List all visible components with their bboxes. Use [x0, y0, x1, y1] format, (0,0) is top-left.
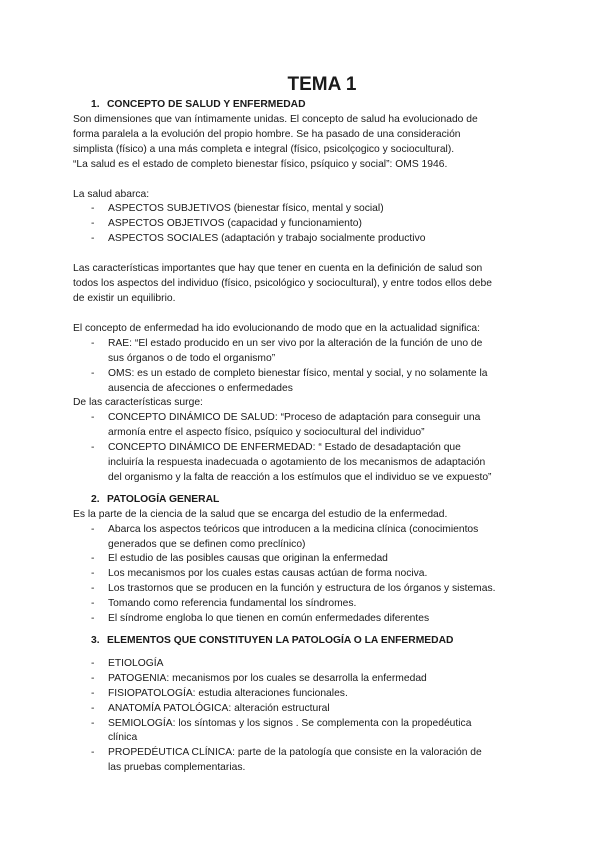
paragraph-line: Son dimensiones que van íntimamente unidas. El concepto de salud ha evolucionado de — [73, 113, 478, 125]
list-item-line: las pruebas complementarias. — [108, 762, 246, 774]
surge-label: De las características surge: — [73, 397, 203, 409]
list-item: - ANATOMÍA PATOLÓGICA: alteración estructural — [73, 702, 525, 717]
section-number: 2. — [91, 493, 100, 505]
list-item — [73, 337, 525, 367]
enfermedad-list — [73, 337, 525, 397]
list-item: - El estudio de las posibles causas que originan la enfermedad — [73, 552, 525, 567]
paragraph-line: simplista (físico) a una más completa e integral (físico, psicolçogico y sociocultural). — [73, 143, 455, 155]
section-title: PATOLOGÍA GENERAL — [107, 493, 220, 505]
list-item — [73, 717, 525, 747]
list-item-line: - RAE: “El estado producido en un ser vivo por la alteración de la función de uno de — [108, 337, 483, 349]
list-item-line: incluiría la respuesta inadecuada o agotamiento de los mecanismos de adaptación — [108, 457, 486, 469]
list-item — [73, 411, 525, 441]
list-item-line: - SEMIOLOGÍA: los síntomas y los signos . Se complementa con la propedéutica — [108, 717, 472, 729]
list-item: - FISIOPATOLOGÍA: estudia alteraciones funcionales. — [73, 687, 525, 702]
list-item — [73, 367, 525, 397]
paragraph-line: todos los aspectos del individuo (físico, psicológico y sociocultural), y entre todos ellos debe — [73, 278, 492, 290]
who-definition-quote: “La salud es el estado de completo bienestar físico, psíquico y social”: OMS 1946. — [73, 158, 448, 170]
section-title: ELEMENTOS QUE CONSTITUYEN LA PATOLOGÍA O LA ENFERMEDAD — [107, 635, 454, 646]
list-item-line: - OMS: es un estado de completo bienestar físico, mental y social, y no solamente la — [108, 367, 488, 379]
list-item — [73, 523, 525, 553]
list-item-line: del organismo y la falta de reacción a los estímulos que el individuo se ve expuesto” — [108, 471, 492, 483]
document-page — [73, 74, 525, 776]
list-item-line: - CONCEPTO DINÁMICO DE SALUD: “Proceso de adaptación para conseguir una — [108, 412, 481, 424]
list-item-line: sus órganos o de todo el organismo” — [108, 352, 276, 364]
list-item-line: generados que se definen como preclínico) — [108, 538, 306, 550]
section-1-heading — [73, 98, 525, 113]
paragraph-line: Las características importantes que hay que tener en cuenta en la definición de salud son — [73, 263, 483, 275]
paragraph-line: forma paralela a la evolución del propio hombre. Se ha pasado de una consideración — [73, 128, 461, 140]
list-item-line: ausencia de afecciones o enfermedades — [108, 382, 293, 394]
abarca-label: La salud abarca: — [73, 188, 150, 200]
paragraph-line: de existir un equilibrio. — [73, 292, 176, 304]
list-item-line: - PROPEDÉUTICA CLÍNICA: parte de la patología que consiste en la valoración de — [108, 747, 482, 759]
section-2-intro: Es la parte de la ciencia de la salud que se encarga del estudio de la enfermedad. — [73, 508, 448, 520]
list-item: - ETIOLOGÍA — [73, 657, 525, 672]
section-2-list — [73, 523, 525, 627]
section-3-heading — [73, 634, 525, 649]
section-3-list — [73, 657, 525, 776]
section-number: 3. — [91, 635, 100, 646]
list-item-line: clínica — [108, 732, 138, 744]
list-item: - Tomando como referencia fundamental los síndromes. — [73, 597, 525, 612]
abarca-list — [73, 202, 525, 247]
list-item: - ASPECTOS SOCIALES (adaptación y trabajo socialmente productivo — [73, 232, 525, 247]
section-number: 1. — [91, 99, 100, 110]
section-2-heading — [73, 493, 525, 508]
list-item: - El síndrome engloba lo que tienen en común enfermedades diferentes — [73, 612, 525, 627]
list-item — [73, 746, 525, 776]
section-title: CONCEPTO DE SALUD Y ENFERMEDAD — [107, 99, 306, 110]
list-item-line: - Abarca los aspectos teóricos que introducen a la medicina clínica (conocimientos — [108, 523, 479, 535]
list-item: - Los mecanismos por los cuales estas causas actúan de forma nociva. — [73, 567, 525, 582]
list-item: - PATOGENIA: mecanismos por los cuales se desarrolla la enfermedad — [73, 672, 525, 687]
enfermedad-intro: El concepto de enfermedad ha ido evolucionando de modo que en la actualidad significa: — [73, 322, 481, 334]
list-item: - ASPECTOS SUBJETIVOS (bienestar físico, mental y social) — [73, 202, 525, 217]
document-title: TEMA 1 — [287, 74, 357, 95]
list-item: - Los trastornos que se producen en la función y estructura de los órganos y sistemas. — [73, 582, 525, 597]
list-item-line: armonía entre el aspecto físico, psíquico y sociocultural del individuo” — [108, 427, 425, 439]
list-item — [73, 441, 525, 486]
list-item-line: - CONCEPTO DINÁMICO DE ENFERMEDAD: “ Estado de desadaptación que — [108, 442, 461, 454]
list-item: - ASPECTOS OBJETIVOS (capacidad y funcionamiento) — [73, 217, 525, 232]
surge-list — [73, 411, 525, 486]
